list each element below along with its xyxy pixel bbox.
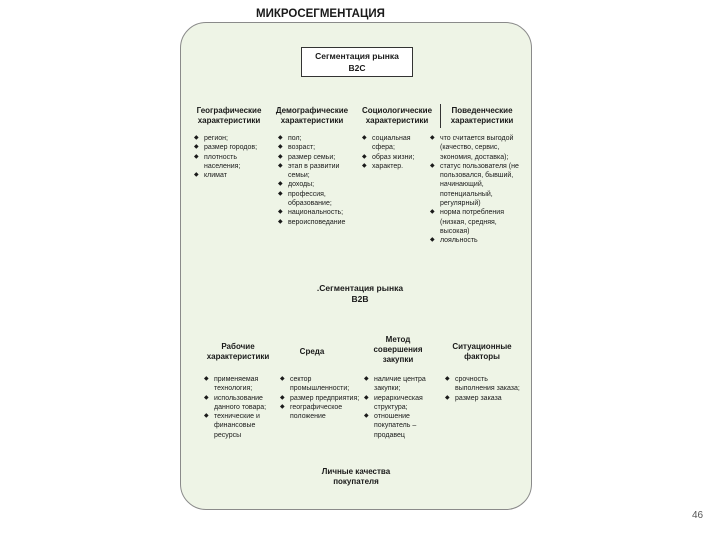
- demo-list: [278, 134, 360, 227]
- list-item: ◆ регион;: [194, 134, 270, 143]
- list-item: ◆ норма потребления (низкая, средняя, высокая): [430, 208, 526, 236]
- list-item: ◆ размер семьи;: [278, 153, 360, 162]
- demo-header: [270, 106, 354, 126]
- list-item: ◆ размер предприятия;: [280, 394, 362, 403]
- list-item: ◆ характер.: [362, 162, 430, 171]
- work-list: [204, 375, 280, 440]
- list-item: ◆ иерархическая структура;: [364, 394, 440, 413]
- behav-header: [442, 106, 522, 126]
- behav-list: [430, 134, 526, 246]
- geo-header-line2: характеристики: [197, 116, 261, 125]
- work-header-line1: Рабочие: [221, 342, 255, 351]
- situation-header: [442, 342, 522, 362]
- page-title: МИКРОСЕГМЕНТАЦИЯ: [256, 8, 385, 20]
- work-header-line2: характеристики: [206, 352, 270, 361]
- personal-header: [306, 467, 406, 487]
- list-item: ◆ сектор промышленности;: [280, 375, 362, 394]
- env-header: [284, 347, 340, 357]
- header-divider: [440, 104, 441, 128]
- b2c-box: [301, 47, 413, 77]
- personal-header-line1: Личные качества: [321, 467, 391, 476]
- socio-header: [354, 106, 440, 126]
- env-header-line1: Среда: [299, 347, 325, 356]
- list-item: ◆ возраст;: [278, 143, 360, 152]
- list-item: ◆ плотность населения;: [194, 153, 270, 172]
- socio-header-line1: Социологические: [361, 106, 433, 115]
- b2b-title-line2: B2B: [351, 294, 369, 304]
- list-item: ◆ вероисповедание: [278, 218, 360, 227]
- socio-header-line2: характеристики: [365, 116, 429, 125]
- list-item: ◆ социальная сфера;: [362, 134, 430, 153]
- list-item: ◆ пол;: [278, 134, 360, 143]
- list-item: ◆ климат: [194, 171, 270, 180]
- list-item: ◆ срочность выполнения заказа;: [445, 375, 521, 394]
- method-header: [360, 335, 436, 365]
- geo-list: [194, 134, 270, 180]
- situation-header-line1: Ситуационные: [452, 342, 512, 351]
- situation-list: [445, 375, 521, 403]
- b2b-title: [290, 283, 430, 305]
- method-header-line1: Метод: [385, 335, 411, 344]
- socio-list: [362, 134, 430, 171]
- list-item: ◆ образ жизни;: [362, 153, 430, 162]
- list-item: ◆ размер городов;: [194, 143, 270, 152]
- list-item: ◆ применяемая технология;: [204, 375, 280, 394]
- behav-header-line1: Поведенческие: [451, 106, 513, 115]
- list-item: ◆ профессия, образование;: [278, 190, 360, 209]
- method-header-line3: закупки: [382, 355, 414, 364]
- geo-header: [190, 106, 268, 126]
- demo-header-line1: Демографические: [275, 106, 349, 115]
- page-number: 46: [692, 510, 704, 521]
- list-item: ◆ наличие центра закупки;: [364, 375, 440, 394]
- geo-header-line1: Географические: [196, 106, 262, 115]
- list-item: ◆ что считается выгодой (качество, сервис, экономия, доставка);: [430, 134, 526, 162]
- list-item: ◆ географическое положение: [280, 403, 362, 422]
- list-item: ◆ размер заказа: [445, 394, 521, 403]
- b2c-box-line1: Сегментация рынка: [315, 51, 399, 61]
- behav-header-line2: характеристики: [450, 116, 514, 125]
- list-item: ◆ статус пользователя (не пользовался, бывший, начинающий, потенциальный, регулярный): [430, 162, 526, 208]
- work-header: [196, 342, 280, 362]
- b2c-box-line2: B2C: [348, 63, 366, 73]
- list-item: ◆ этап в развитии семьи;: [278, 162, 360, 181]
- personal-header-line2: покупателя: [333, 477, 379, 486]
- list-item: ◆ доходы;: [278, 180, 360, 189]
- method-header-line2: совершения: [373, 345, 423, 354]
- method-list: [364, 375, 440, 440]
- list-item: ◆ национальность;: [278, 208, 360, 217]
- demo-header-line2: характеристики: [280, 116, 344, 125]
- env-list: [280, 375, 362, 421]
- list-item: ◆ лояльность: [430, 236, 526, 245]
- list-item: ◆ технические и финансовые ресурсы: [204, 412, 280, 440]
- list-item: ◆ отношение покупатель – продавец: [364, 412, 440, 440]
- b2b-title-line1: .Сегментация рынка: [316, 283, 404, 293]
- situation-header-line2: факторы: [464, 352, 500, 361]
- list-item: ◆ использование данного товара;: [204, 394, 280, 413]
